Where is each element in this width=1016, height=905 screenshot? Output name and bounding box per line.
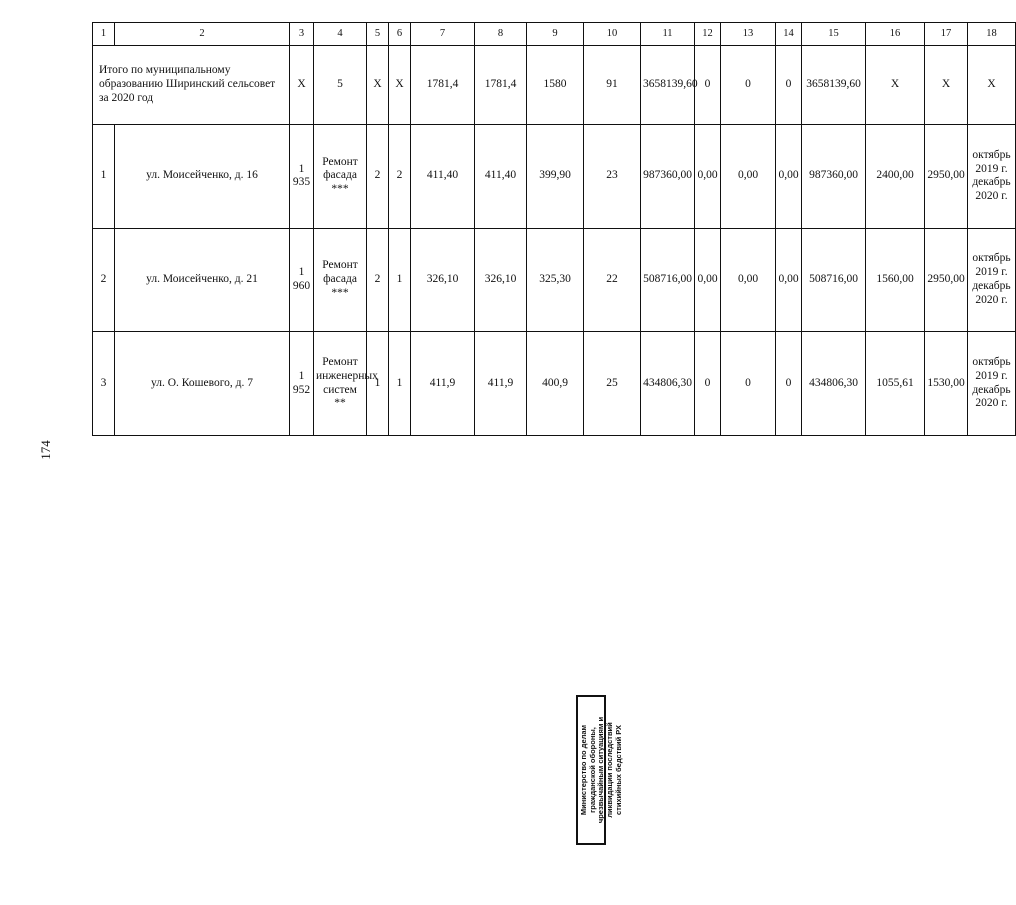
table-cell: 0,00: [695, 228, 721, 332]
table-cell: 326,10: [411, 228, 475, 332]
table-cell: 1: [93, 125, 115, 229]
column-number: 2: [115, 23, 290, 46]
table-cell: 400,9: [527, 332, 584, 436]
column-number: 13: [721, 23, 776, 46]
table-cell: 0,00: [776, 228, 802, 332]
table-cell: 25: [584, 332, 641, 436]
table-row-total: [93, 46, 1016, 125]
address-cell: ул. О. Кошевого, д. 7: [115, 332, 290, 436]
table-cell: 2: [367, 125, 389, 229]
table-cell: 0: [776, 46, 802, 125]
table-cell: X: [925, 46, 968, 125]
table-cell: 411,40: [475, 125, 527, 229]
table-cell: X: [866, 46, 925, 125]
column-number: 8: [475, 23, 527, 46]
column-number: 7: [411, 23, 475, 46]
column-number: 18: [968, 23, 1016, 46]
table-cell: 2: [93, 228, 115, 332]
table-cell: 434806,30: [802, 332, 866, 436]
column-number: 3: [290, 23, 314, 46]
table-row: [93, 228, 1016, 332]
table-cell: 3658139,60: [641, 46, 695, 125]
table-cell: Ремонт фасада ***: [314, 125, 367, 229]
table-cell: 1 960: [290, 228, 314, 332]
table-cell: X: [968, 46, 1016, 125]
table-cell: 0: [695, 332, 721, 436]
table-cell: 508716,00: [641, 228, 695, 332]
table-cell: 326,10: [475, 228, 527, 332]
address-cell: ул. Моисейченко, д. 16: [115, 125, 290, 229]
column-number: 5: [367, 23, 389, 46]
table-cell: X: [367, 46, 389, 125]
table-cell: 434806,30: [641, 332, 695, 436]
column-number: 11: [641, 23, 695, 46]
column-number-row: [93, 23, 1016, 46]
table-row: [93, 125, 1016, 229]
table-cell: 1: [367, 332, 389, 436]
table-cell: Ремонт инженерных систем **: [314, 332, 367, 436]
table-cell: 0,00: [695, 125, 721, 229]
table-cell: 3: [93, 332, 115, 436]
column-number: 14: [776, 23, 802, 46]
table-cell: 0,00: [776, 125, 802, 229]
table-cell: 5: [314, 46, 367, 125]
total-label: Итого по муниципальному образованию Ширинский сельсовет за 2020 год: [93, 46, 290, 125]
table-cell: X: [389, 46, 411, 125]
table-cell: 3658139,60: [802, 46, 866, 125]
table-cell: 2: [367, 228, 389, 332]
table-cell: 2400,00: [866, 125, 925, 229]
table-cell: 1530,00: [925, 332, 968, 436]
table-cell: 987360,00: [641, 125, 695, 229]
table-cell: 2950,00: [925, 228, 968, 332]
table-cell: 1781,4: [411, 46, 475, 125]
address-cell: ул. Моисейченко, д. 21: [115, 228, 290, 332]
table-cell: 1 935: [290, 125, 314, 229]
column-number: 17: [925, 23, 968, 46]
column-number: 15: [802, 23, 866, 46]
table-cell: 987360,00: [802, 125, 866, 229]
column-number: 12: [695, 23, 721, 46]
table-cell: 411,9: [475, 332, 527, 436]
table-cell: Ремонт фасада ***: [314, 228, 367, 332]
table-cell: 0: [721, 46, 776, 125]
table-cell: 325,30: [527, 228, 584, 332]
table-sheet: [92, 22, 1011, 436]
table-cell: 1: [389, 332, 411, 436]
table-cell: 23: [584, 125, 641, 229]
page-number: 174: [38, 440, 53, 460]
table-cell: 0: [776, 332, 802, 436]
table-cell: 2: [389, 125, 411, 229]
column-number: 10: [584, 23, 641, 46]
table-cell: 399,90: [527, 125, 584, 229]
table-cell: 1: [389, 228, 411, 332]
table-cell: 91: [584, 46, 641, 125]
column-number: 6: [389, 23, 411, 46]
table-cell: 0: [695, 46, 721, 125]
table-cell: 1580: [527, 46, 584, 125]
column-number: 4: [314, 23, 367, 46]
table-cell: 0: [721, 332, 776, 436]
table-cell: октябрь 2019 г. декабрь 2020 г.: [968, 125, 1016, 229]
table-cell: 411,40: [411, 125, 475, 229]
column-number: 16: [866, 23, 925, 46]
table-cell: октябрь 2019 г. декабрь 2020 г.: [968, 332, 1016, 436]
table-cell: 1055,61: [866, 332, 925, 436]
stamp-box: [576, 695, 623, 845]
table-cell: 0,00: [721, 125, 776, 229]
table-row: [93, 332, 1016, 436]
table-cell: 508716,00: [802, 228, 866, 332]
table-cell: X: [290, 46, 314, 125]
column-number: 1: [93, 23, 115, 46]
table-cell: октябрь 2019 г. декабрь 2020 г.: [968, 228, 1016, 332]
table-cell: 1560,00: [866, 228, 925, 332]
table-cell: 1781,4: [475, 46, 527, 125]
column-number: 9: [527, 23, 584, 46]
table-cell: 1 952: [290, 332, 314, 436]
table-cell: 22: [584, 228, 641, 332]
stamp-text: Министерство по делам гражданской обороны, чрезвычайным ситуациям и ликвидации последствий стихийных бедствий РХ: [579, 716, 623, 824]
table-cell: 2950,00: [925, 125, 968, 229]
table-cell: 411,9: [411, 332, 475, 436]
table-cell: 0,00: [721, 228, 776, 332]
housing-repair-table: [92, 22, 1016, 436]
